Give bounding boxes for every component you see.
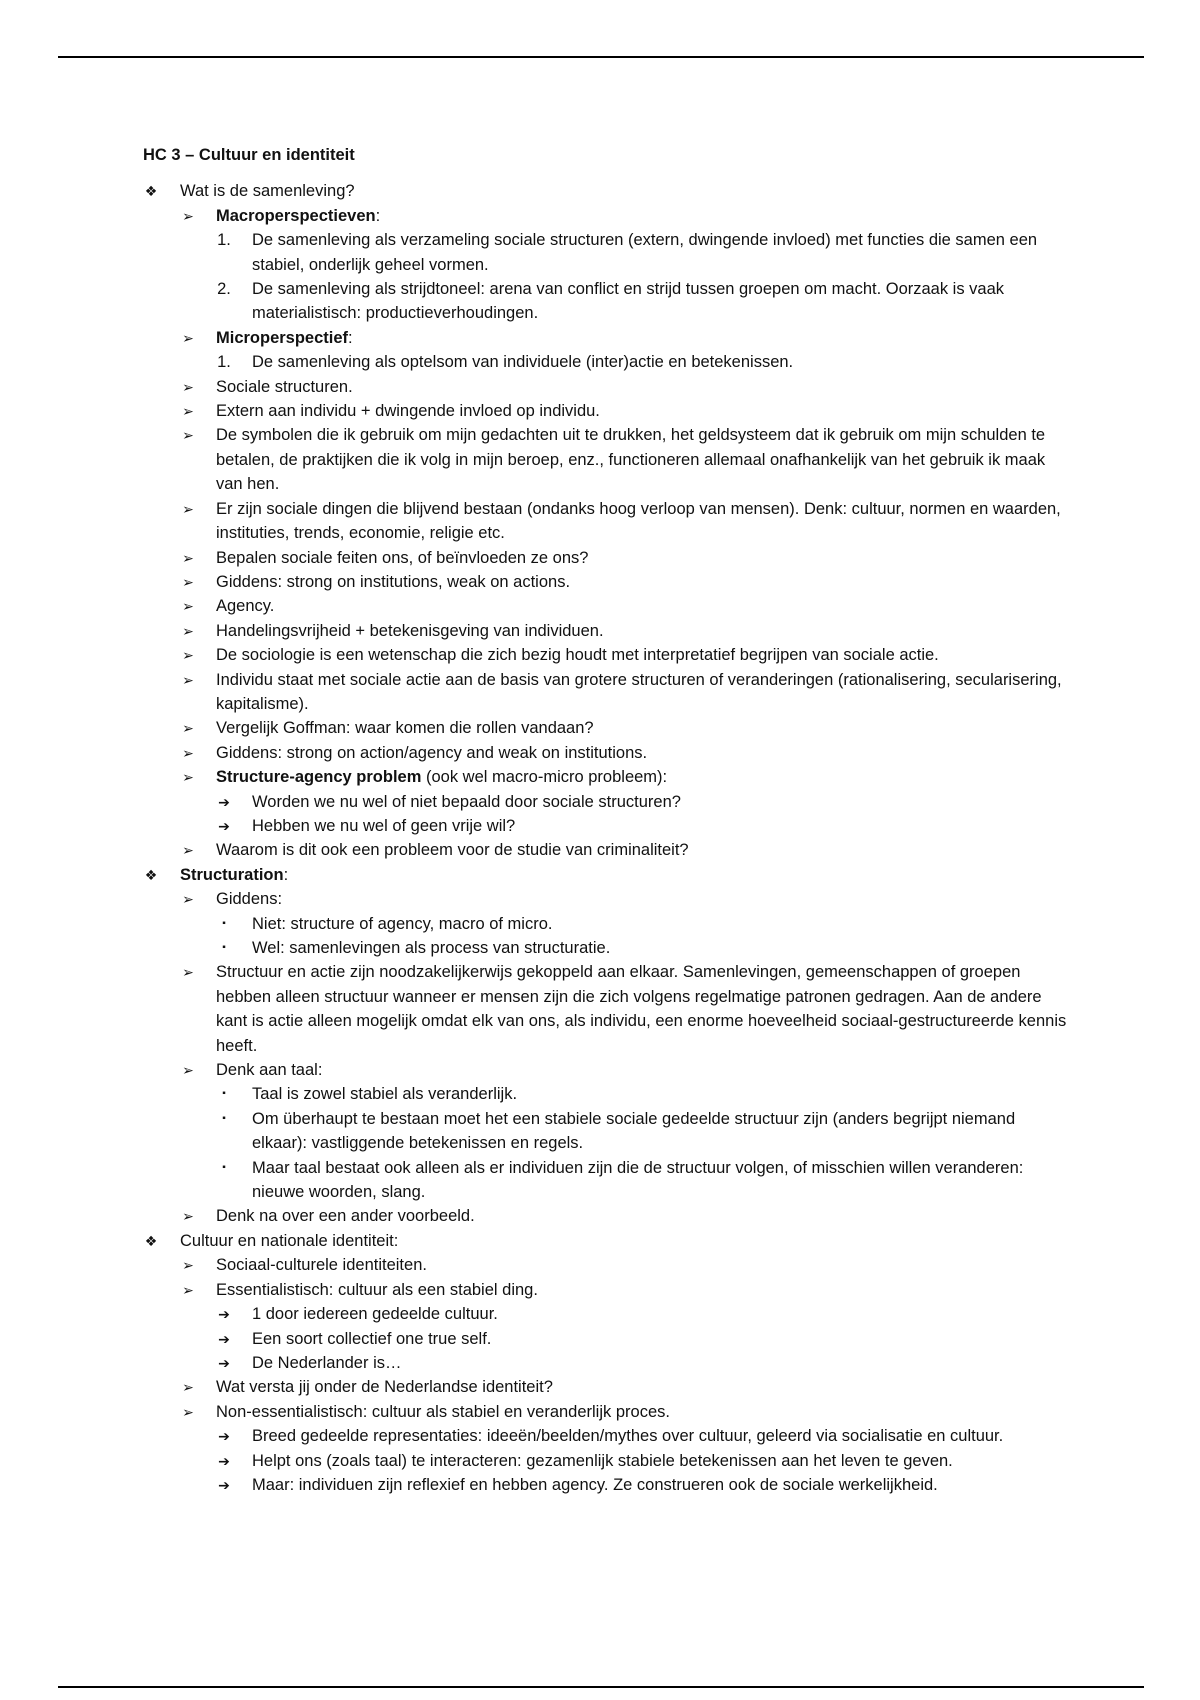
list-item — [143, 228, 1073, 277]
item-text: Extern aan individu + dwingende invloed op individu. — [216, 402, 600, 421]
item-text: De sociologie is een wetenschap die zich bezig houdt met interpretatief begrijpen van sociale actie. — [216, 646, 939, 665]
item-text: Handelingsvrijheid + betekenisgeving van individuen. — [216, 621, 604, 640]
square-bullet-icon: ▪ — [222, 1112, 226, 1124]
list-item — [143, 1400, 1073, 1424]
arrow-bullet-icon: ➔ — [218, 1452, 230, 1469]
item-text: De Nederlander is… — [252, 1353, 402, 1372]
item-text: Vergelijk Goffman: waar komen die rollen vandaan? — [216, 719, 594, 738]
list-item — [143, 546, 1073, 570]
list-item — [143, 423, 1073, 496]
arrowhead-bullet-icon: ➢ — [182, 329, 194, 346]
list-item — [143, 1058, 1073, 1082]
list-item — [143, 179, 1073, 203]
item-text: (ook wel macro-micro probleem): — [421, 768, 668, 787]
arrow-bullet-icon: ➔ — [218, 793, 230, 810]
list-item — [143, 741, 1073, 765]
item-heading: Microperspectief — [216, 328, 349, 347]
outline-list — [143, 179, 1073, 1497]
item-text: Essentialistisch: cultuur als een stabiel ding. — [216, 1280, 538, 1299]
list-number: 1. — [217, 353, 231, 372]
arrow-bullet-icon: ➔ — [218, 1306, 230, 1323]
list-item — [143, 1473, 1073, 1497]
list-item — [143, 1375, 1073, 1399]
list-item — [143, 1253, 1073, 1277]
list-item — [143, 570, 1073, 594]
list-item — [143, 277, 1073, 326]
item-text: De symbolen die ik gebruik om mijn gedachten uit te drukken, het geldsysteem dat ik gebruik om mijn schulden te betalen, de praktijken die ik volg in mijn beroep, enz., functioneren allemaal onafhankelijk van het gebruik ik maak van hen. — [216, 426, 1046, 494]
arrowhead-bullet-icon: ➢ — [182, 1257, 194, 1274]
list-item — [143, 399, 1073, 423]
item-text: Niet: structure of agency, macro of micro. — [252, 914, 553, 933]
list-item — [143, 326, 1073, 350]
item-text: Cultuur en nationale identiteit: — [180, 1231, 399, 1250]
item-text: Denk aan taal: — [216, 1061, 323, 1080]
item-text: : — [375, 206, 381, 225]
arrowhead-bullet-icon: ➢ — [182, 1281, 194, 1298]
arrowhead-bullet-icon: ➢ — [182, 647, 194, 664]
arrowhead-bullet-icon: ➢ — [182, 1403, 194, 1420]
arrowhead-bullet-icon: ➢ — [182, 1208, 194, 1225]
item-text: Wel: samenlevingen als process van structuratie. — [252, 939, 611, 957]
item-text: Om überhaupt te bestaan moet het een stabiele sociale gedeelde structuur zijn (anders begrijpt niemand elkaar): vastliggende betekenissen en regels. — [252, 1109, 1016, 1153]
item-text: Een soort collectief one true self. — [252, 1329, 492, 1348]
item-text: Helpt ons (zoals taal) te interacteren: gezamenlijk stabiele betekenissen aan het leven te geven. — [252, 1451, 953, 1470]
list-item — [143, 765, 1073, 789]
list-item — [143, 863, 1073, 887]
arrowhead-bullet-icon: ➢ — [182, 1379, 194, 1396]
list-number: 2. — [217, 280, 231, 299]
list-item — [143, 814, 1073, 838]
item-text: Giddens: strong on institutions, weak on actions. — [216, 572, 571, 591]
arrowhead-bullet-icon: ➢ — [182, 573, 194, 590]
square-bullet-icon: ▪ — [222, 1088, 226, 1100]
document-body — [143, 143, 1073, 1497]
arrowhead-bullet-icon: ➢ — [182, 769, 194, 786]
arrowhead-bullet-icon: ➢ — [182, 622, 194, 639]
page-title: HC 3 – Cultuur en identiteit — [143, 146, 355, 164]
list-item — [143, 350, 1073, 374]
arrowhead-bullet-icon: ➢ — [182, 207, 194, 224]
item-text: Giddens: — [216, 890, 283, 909]
list-item — [143, 1156, 1073, 1205]
item-heading: Macroperspectieven — [216, 206, 376, 225]
arrow-bullet-icon: ➔ — [218, 817, 230, 834]
arrow-bullet-icon: ➔ — [218, 1476, 230, 1493]
list-item — [143, 1107, 1073, 1156]
item-heading: Structure-agency problem — [216, 768, 422, 787]
list-item — [143, 960, 1073, 1058]
arrowhead-bullet-icon: ➢ — [182, 842, 194, 859]
item-text: Agency. — [216, 597, 275, 616]
arrowhead-bullet-icon: ➢ — [182, 1062, 194, 1079]
arrowhead-bullet-icon: ➢ — [182, 427, 194, 444]
item-text: Maar: individuen zijn reflexief en hebben agency. Ze construeren ook de sociale werkelijkheid. — [252, 1475, 938, 1494]
list-item — [143, 1302, 1073, 1326]
item-text: Hebben we nu wel of geen vrije wil? — [252, 816, 516, 835]
arrow-bullet-icon: ➔ — [218, 1354, 230, 1371]
item-text: Worden we nu wel of niet bepaald door sociale structuren? — [252, 792, 681, 811]
item-text: De samenleving als strijdtoneel: arena van conflict en strijd tussen groepen om macht. Oorzaak is vaak materialistisch: productieverhoudingen. — [252, 280, 1005, 323]
item-text: Giddens: strong on action/agency and weak on institutions. — [216, 743, 648, 762]
arrowhead-bullet-icon: ➢ — [182, 549, 194, 566]
item-text: Sociale structuren. — [216, 377, 353, 396]
diamond-bullet-icon: ❖ — [144, 183, 158, 200]
item-text: Taal is zowel stabiel als veranderlijk. — [252, 1085, 518, 1104]
list-item — [143, 594, 1073, 618]
arrowhead-bullet-icon: ➢ — [182, 964, 194, 981]
square-bullet-icon: ▪ — [222, 917, 226, 929]
list-item — [143, 912, 1073, 936]
item-text: Individu staat met sociale actie aan de basis van grotere structuren of veranderingen (rationalisering, secularisering, kapitalisme). — [216, 670, 1062, 713]
footer-rule — [58, 1686, 1144, 1688]
list-item — [143, 375, 1073, 399]
diamond-bullet-icon: ❖ — [144, 1232, 158, 1249]
list-item — [143, 716, 1073, 740]
arrowhead-bullet-icon: ➢ — [182, 403, 194, 420]
list-item — [143, 1278, 1073, 1302]
arrowhead-bullet-icon: ➢ — [182, 744, 194, 761]
item-text: Breed gedeelde representaties: ideeën/beelden/mythes over cultuur, geleerd via socialisatie en cultuur. — [252, 1427, 1004, 1446]
list-item — [143, 1204, 1073, 1228]
list-item — [143, 1327, 1073, 1351]
diamond-bullet-icon: ❖ — [144, 866, 158, 883]
list-item — [143, 887, 1073, 911]
item-text: Bepalen sociale feiten ons, of beïnvloeden ze ons? — [216, 548, 589, 567]
arrowhead-bullet-icon: ➢ — [182, 378, 194, 395]
item-text: Denk na over een ander voorbeeld. — [216, 1207, 475, 1226]
arrowhead-bullet-icon: ➢ — [182, 720, 194, 737]
arrowhead-bullet-icon: ➢ — [182, 500, 194, 517]
arrowhead-bullet-icon: ➢ — [182, 671, 194, 688]
list-item — [143, 497, 1073, 546]
item-text: Wat versta jij onder de Nederlandse identiteit? — [216, 1378, 553, 1397]
list-item — [143, 1351, 1073, 1375]
item-text: 1 door iedereen gedeelde cultuur. — [252, 1305, 498, 1324]
item-text: : — [348, 328, 353, 347]
item-text: : — [283, 865, 289, 884]
item-text: Waarom is dit ook een probleem voor de studie van criminaliteit? — [216, 841, 689, 860]
item-text: De samenleving als optelsom van individuele (inter)actie en betekenissen. — [252, 353, 794, 372]
arrowhead-bullet-icon: ➢ — [182, 598, 194, 615]
item-text: Wat is de samenleving? — [180, 182, 355, 201]
list-item — [143, 1082, 1073, 1106]
list-item — [143, 668, 1073, 717]
list-item — [143, 838, 1073, 862]
list-item — [143, 936, 1073, 960]
square-bullet-icon: ▪ — [222, 1161, 226, 1173]
arrow-bullet-icon: ➔ — [218, 1330, 230, 1347]
item-text: Structuur en actie zijn noodzakelijkerwijs gekoppeld aan elkaar. Samenlevingen, gemeenschappen of groepen hebben alleen structuur wanneer er mensen zijn die zich volgens regelmatige patronen gedragen. Aan de andere kant is actie alleen mogelijk omdat elk van ons, als individu, een enorme hoeveelheid sociaal-gestructureerde kennis heeft. — [216, 963, 1067, 1055]
arrowhead-bullet-icon: ➢ — [182, 891, 194, 908]
square-bullet-icon: ▪ — [222, 942, 226, 953]
item-text: De samenleving als verzameling sociale structuren (extern, dwingende invloed) met functies die samen een stabiel, onderlijk geheel vormen. — [252, 231, 1038, 274]
item-text: Non-essentialistisch: cultuur als stabiel en veranderlijk proces. — [216, 1402, 670, 1421]
item-text: Er zijn sociale dingen die blijvend bestaan (ondanks hoog verloop van mensen). Denk: cultuur, normen en waarden, instituties, trends, economie, religie etc. — [216, 499, 1061, 543]
list-item — [143, 643, 1073, 667]
header-rule — [58, 56, 1144, 58]
item-heading: Structuration — [180, 865, 284, 884]
list-item — [143, 1229, 1073, 1253]
item-text: Sociaal-culturele identiteiten. — [216, 1256, 427, 1275]
list-item — [143, 790, 1073, 814]
list-item — [143, 1449, 1073, 1473]
list-number: 1. — [217, 231, 231, 250]
arrow-bullet-icon: ➔ — [218, 1428, 230, 1445]
list-item — [143, 1424, 1073, 1448]
list-item — [143, 204, 1073, 228]
item-text: Maar taal bestaat ook alleen als er individuen zijn die de structuur volgen, of misschien willen veranderen: nieuwe woorden, slang. — [252, 1158, 1024, 1202]
list-item — [143, 619, 1073, 643]
